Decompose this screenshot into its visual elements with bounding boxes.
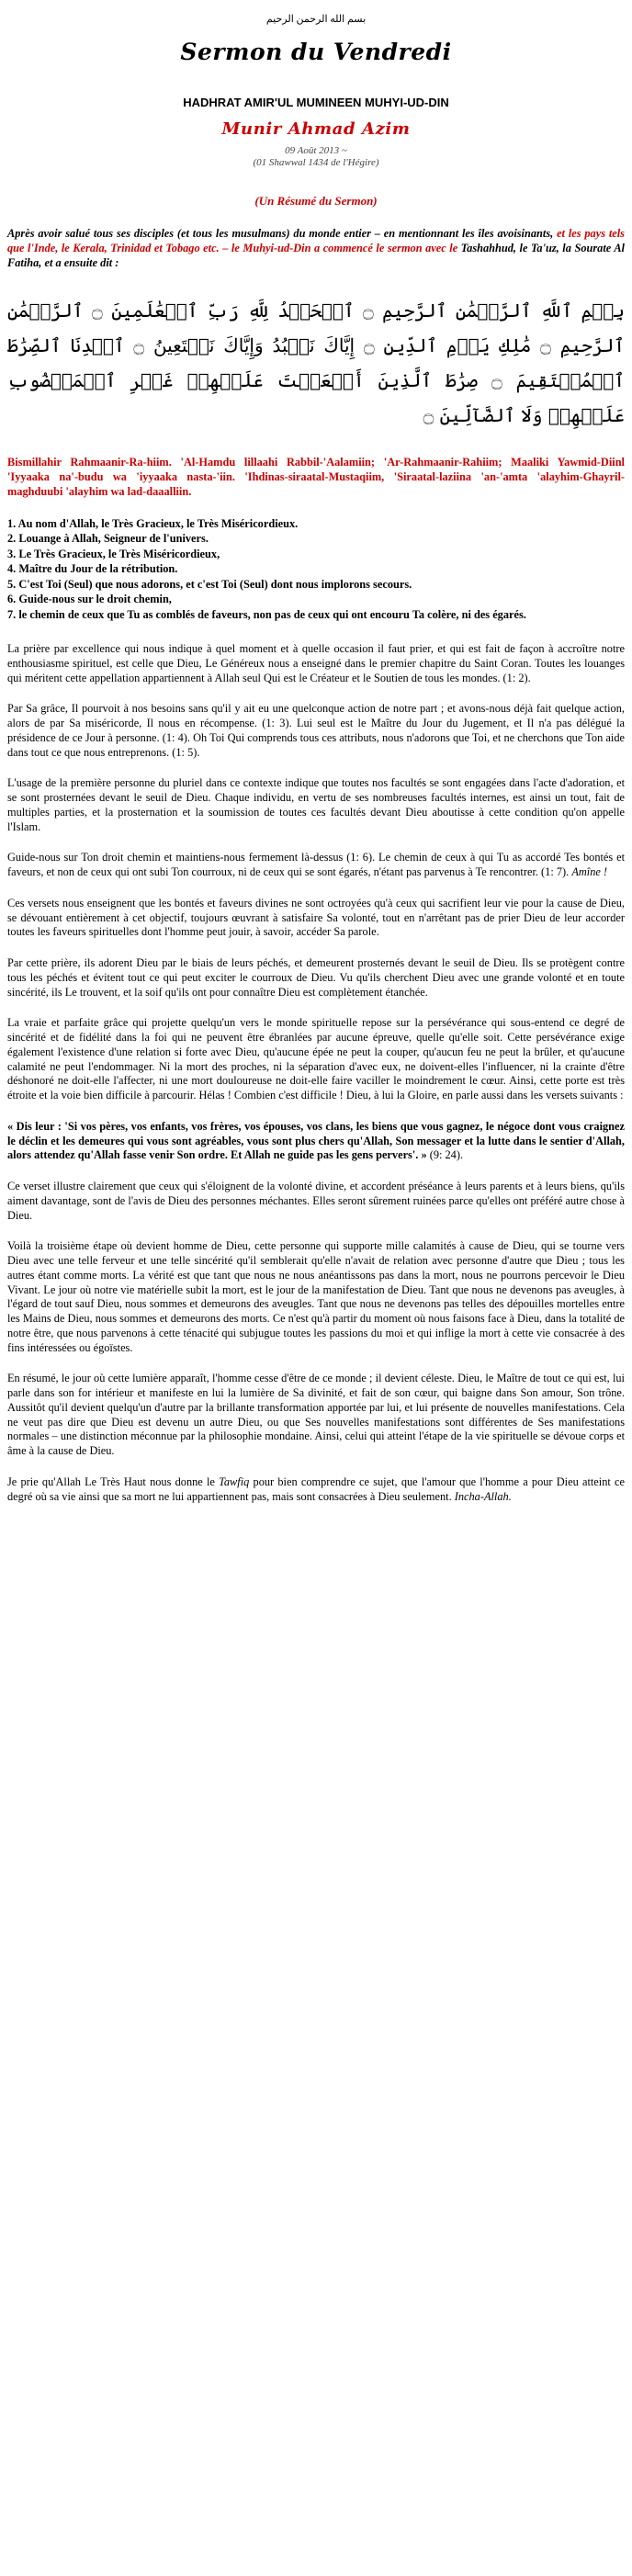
paragraph-closing-prayer <box>7 1475 625 1505</box>
verse-item: 2. Louange à Allah, Seigneur de l'univers. <box>7 532 209 545</box>
closing-text-2: pour bien comprendre ce sujet, que l'amour que l'homme a pour Dieu atteint ce degré où sa vie ainsi que sa mort ne lui appartiennent pas, mais sont consacrées à Dieu seulement. <box>7 1474 625 1503</box>
author-heading: HADHRAT AMIR'UL MUMINEEN MUHYI-UD-DIN <box>183 96 449 109</box>
paragraph-verse-illustrates: Ce verset illustre clairement que ceux qui s'éloignent de la volonté divine, et accordent préséance à leurs parents et à leurs biens, qu'ils aiment davantage, sont de l'avis de Dieu des personnes méchantes. Elles seront sûrement ruinées parce qu'elles ont préféré autre chose à Dieu. <box>7 1180 625 1222</box>
date-gregorian: 09 Août 2013 ~ <box>285 145 347 156</box>
verse-item: 6. Guide-nous sur le droit chemin, <box>7 593 172 605</box>
verse-item: 4. Maître du Jour de la rétribution. <box>7 562 178 575</box>
tawfiq-term: Tawfiq <box>219 1474 250 1488</box>
intro-text-1: Après avoir salué tous ses disciples (et tous les musulmans) du monde entier – en mentionnant les îles avoisinants, <box>7 227 558 240</box>
intro-text-red: et les pays tels que l'Inde, le Kerala, Trinidad et Tobago etc. – le Muhyi-ud-Din a commencé le sermon avec le <box>7 227 625 254</box>
verse-item: 5. C'est Toi (Seul) que nous adorons, et c'est Toi (Seul) dont nous implorons secours. <box>7 577 412 591</box>
guide-us-text: Guide-nous sur Ton droit chemin et maintiens-nous fermement là-dessus (1: 6). Le chemin de ceux à qui Tu as accordé Tes bontés et faveurs, et non de ceux qui ont subi Ton courroux, ni de ceux qui se sont égarés, n'étant pas parvenus à Te rencontrer. (1: 7). <box>7 851 625 878</box>
verse-item: 3. Le Très Gracieux, le Très Miséricordieux, <box>7 547 220 560</box>
amen-text: Amîne ! <box>571 865 608 878</box>
paragraph-grace: Par Sa grâce, Il pourvoit à nos besoins sans qu'il y ait eu une quelconque action de notre part ; et avons-nous déjà fait quelque action, alors de par Sa miséricorde, Il nous en récompense. (1: 3). Lui seul est le Maître du Jour du Jugement, et Il n'a pas délégué la présidence de ce Jour à personne. (1: 4). Oh Toi Qui comprends tous ces attributs, nous n'adorons que Toi, et ne cherchons que Ton aide dans tout ce que nous entreprenons. (1: 5). <box>7 702 625 759</box>
date-hijri: (01 Shawwal 1434 de l'Hégire) <box>253 157 379 168</box>
verse-item: 1. Au nom d'Allah, le Très Gracieux, le Très Miséricordieux. <box>7 516 299 530</box>
paragraph-perseverance: La vraie et parfaite grâce qui projette quelqu'un vers le monde spirituelle repose sur la persévérance qui sous-entend ce degré de sincérité et de fidélité dans la foi qui ne peuvent être ébranlées par aucune épreuve, quelle qu'elle soit. Cette persévérance exige également l'existence d'une relation si forte avec Dieu, qu'aucune épée ne peut la couper, qu'aucun feu ne peut la brûler, et qu'aucune calamité ne peut l'endommager. Ni la mort des proches, ni la séparation d'avec eux, ne doivent-elles l'influencer, ni la crainte d'être déshonoré ne doit-elle l'affecter, ni une mort douloureuse ne doit-elle faire vaciller le moindrement le cœur. Ainsi, cette porte est très étroite et la voie bien difficile à parcourir. Hélas ! Combien c'est difficile ! Dieu, à lui la Gloire, en parle aussi dans les versets suivants : <box>7 1016 625 1102</box>
verse-translation-list <box>7 516 625 623</box>
paragraph-prayer-excellence: La prière par excellence qui nous indique à quel moment et à quelle occasion il faut prier, et qui est fait de façon à accroître notre enthousiasme spirituel, est celle que Dieu, Le Généreux nous a enseigné dans le premier chapitre du Saint Coran. Toutes les louanges qui méritent cette appellation appartiennent à Allah seul Qui est le Créateur et le Soutien de tous les mondes. (1: 2). <box>7 642 625 684</box>
paragraph-plural: L'usage de la première personne du pluriel dans ce contexte indique que toutes nos facultés se sont engagées dans l'acte d'adoration, et se sont prosternées devant le seuil de Dieu. Chaque individu, en vertu de ses nombreuses facultés internes, est ainsi un tout, fait de multiples parties, et la prosternation et la soumission de toutes ces facultés devant Dieu aboutisse à cette condition qu'on appelle l'Islam. <box>7 776 625 833</box>
paragraph-guide-us <box>7 851 625 880</box>
bismillah-calligraphy: بسم الله الرحمن الرحيم <box>265 14 367 25</box>
intro-paragraph <box>7 227 625 270</box>
paragraph-summary: En résumé, le jour où cette lumière apparaît, l'homme cesse d'être de ce monde ; il devient céleste. Dieu, le Maître de tout ce qui est, lui parle dans son for intérieur et manifeste en lui la lumière de Sa divinité, et fait de son cœur, qui baigne dans Son amour, Son trône. Aussitôt qu'il devient quelqu'un d'autre par la brillante transformation apportée par lui, et lui présente de nouvelles manifestations. Cela ne veut pas dire que Dieu est devenu un autre Dieu, ou que Ses nouvelles manifestations sont différentes de Ses manifestations normales – une distinction méconnue par la philosophie mondaine. Ainsi, celui qui atteint l'étape de la vie spirituelle se dévoue corps et âme à la cause de Dieu. <box>7 1372 625 1457</box>
sermon-title: Sermon du Vendredi <box>180 39 452 65</box>
closing-text-1: Je prie qu'Allah Le Très Haut nous donne le <box>7 1474 220 1488</box>
quote-text: « Dis leur : 'Si vos pères, vos enfants, vos frères, vos épouses, vos clans, les biens que vous gagnez, le négoce dont vous craignez le déclin et les demeures qui vous sont agréables, vous sont plus chers qu'Allah, Son messager et la lutte dans le sentier d'Allah, alors attendez qu'Allah fasse venir Son ordre. Et Allah ne guide pas les gens pervers'. » <box>7 1119 625 1162</box>
sermon-date <box>7 145 625 169</box>
incha-allah-text: Incha-Allah. <box>454 1489 512 1503</box>
paragraph-third-stage: Voilà la troisième étape où devient homme de Dieu, cette personne qui supporte mille calamités à cause de Dieu, qui se tourne vers Dieu avec une telle ferveur et une telle sincérité qu'il semblerait qu'elle n'avait de relation avec personne d'autre que Dieu ; tous les autres étant comme morts. La vérité est que tant que nous ne nous anéantissons pas dans la mort, nous ne pourrons percevoir le Dieu Vivant. Le jour où notre vie matérielle subit la mort, est le jour de la manifestation de Dieu. Tant que nous ne devenons pas aveugles, à l'égard de tout sauf Dieu, nous sommes et demeurons des aveugles. Tant que nous ne devenons pas telles des dépouilles mortelles entre les Mains de Dieu, nous sommes et demeurons des morts. Ce n'est qu'à partir du moment où nous faisons face à Dieu, dans la totalité de notre être, que nous parvenons à cette ténacité qui subjugue toutes les passions du moi et qui inflige la mort à cette vie consacrée à des fins intéressées ou égoïstes. <box>7 1239 625 1354</box>
quote-reference: (9: 24). <box>426 1148 464 1162</box>
paragraph-this-prayer: Par cette prière, ils adorent Dieu par le biais de leurs péchés, et demeurent prosternés devant le seuil de Dieu. Ils se protègent contre tous les péchés et évitent tout ce qui peut exciter le courroux de Dieu. Vu qu'ils cherchent Dieu avec une grande volonté et en toute sincérité, ils Le trouvent, et la soif qu'ils ont pour connaître Dieu est complètement étanchée. <box>7 956 625 999</box>
quran-quote <box>7 1120 625 1163</box>
intro-text-2: Tashahhud, le Ta'uz, la Sourate Al Fatiha, et a ensuite dit : <box>7 241 625 269</box>
summary-subtitle: (Un Résumé du Sermon) <box>254 194 378 208</box>
author-signature: Munir Ahmad Azim <box>221 119 411 139</box>
transliteration: Bismillahir Rahmaanir-Ra-hiim. 'Al-Hamdu lillaahi Rabbil-'Aalamiin; 'Ar-Rahmaanir-Rahiim; Maaliki Yawmid-Diinl 'Iyyaaka na'-budu wa 'iyyaaka nasta-'iin. 'Ihdinas-siraatal-Mustaqiim, 'Siraatal-laziina 'an-'amta 'alayhim-Ghayril-maghduubi 'alayhim wa lad-daaalliin. <box>7 456 625 498</box>
verse-item: 7. le chemin de ceux que Tu as comblés de faveurs, non pas de ceux qui ont encouru Ta colère, ni des égarés. <box>7 607 526 621</box>
arabic-al-fatiha: بِسۡمِ ٱللَّهِ ٱلرَّحۡمَٰنِ ٱلرَّحِيمِ ۝ ٱلۡحَمۡدُ لِلَّهِ رَبِّ ٱلۡعَٰلَمِينَ ۝ ٱلرَّحۡمَٰنِ ٱلرَّحِيمِ ۝ مَٰلِكِ يَوۡمِ ٱلدِّينِ ۝ إِيَّاكَ نَعۡبُدُ وَإِيَّاكَ نَسۡتَعِينُ ۝ ٱهۡدِنَا ٱلصِّرَٰطَ ٱلۡمُسۡتَقِيمَ ۝ صِرَٰطَ ٱلَّذِينَ أَنۡعَمۡتَ عَلَيۡهِمۡ غَيۡرِ ٱلۡمَغۡضُوبِ عَلَيۡهِمۡ وَلَا ٱلضَّآلِّينَ ۝ <box>7 299 626 427</box>
paragraph-verses-teach: Ces versets nous enseignent que les bontés et faveurs divines ne sont octroyées qu'à ceux qui sacrifient leur vie pour la cause de Dieu, se dévouant entièrement à cet objectif, toujours œuvrant à satisfaire Sa volonté, tout en n'arrêtant pas de prier Dieu de leur accorder toutes les faveurs spirituelles dont l'homme peut jouir, à savoir, accéder Sa parole. <box>7 896 625 939</box>
